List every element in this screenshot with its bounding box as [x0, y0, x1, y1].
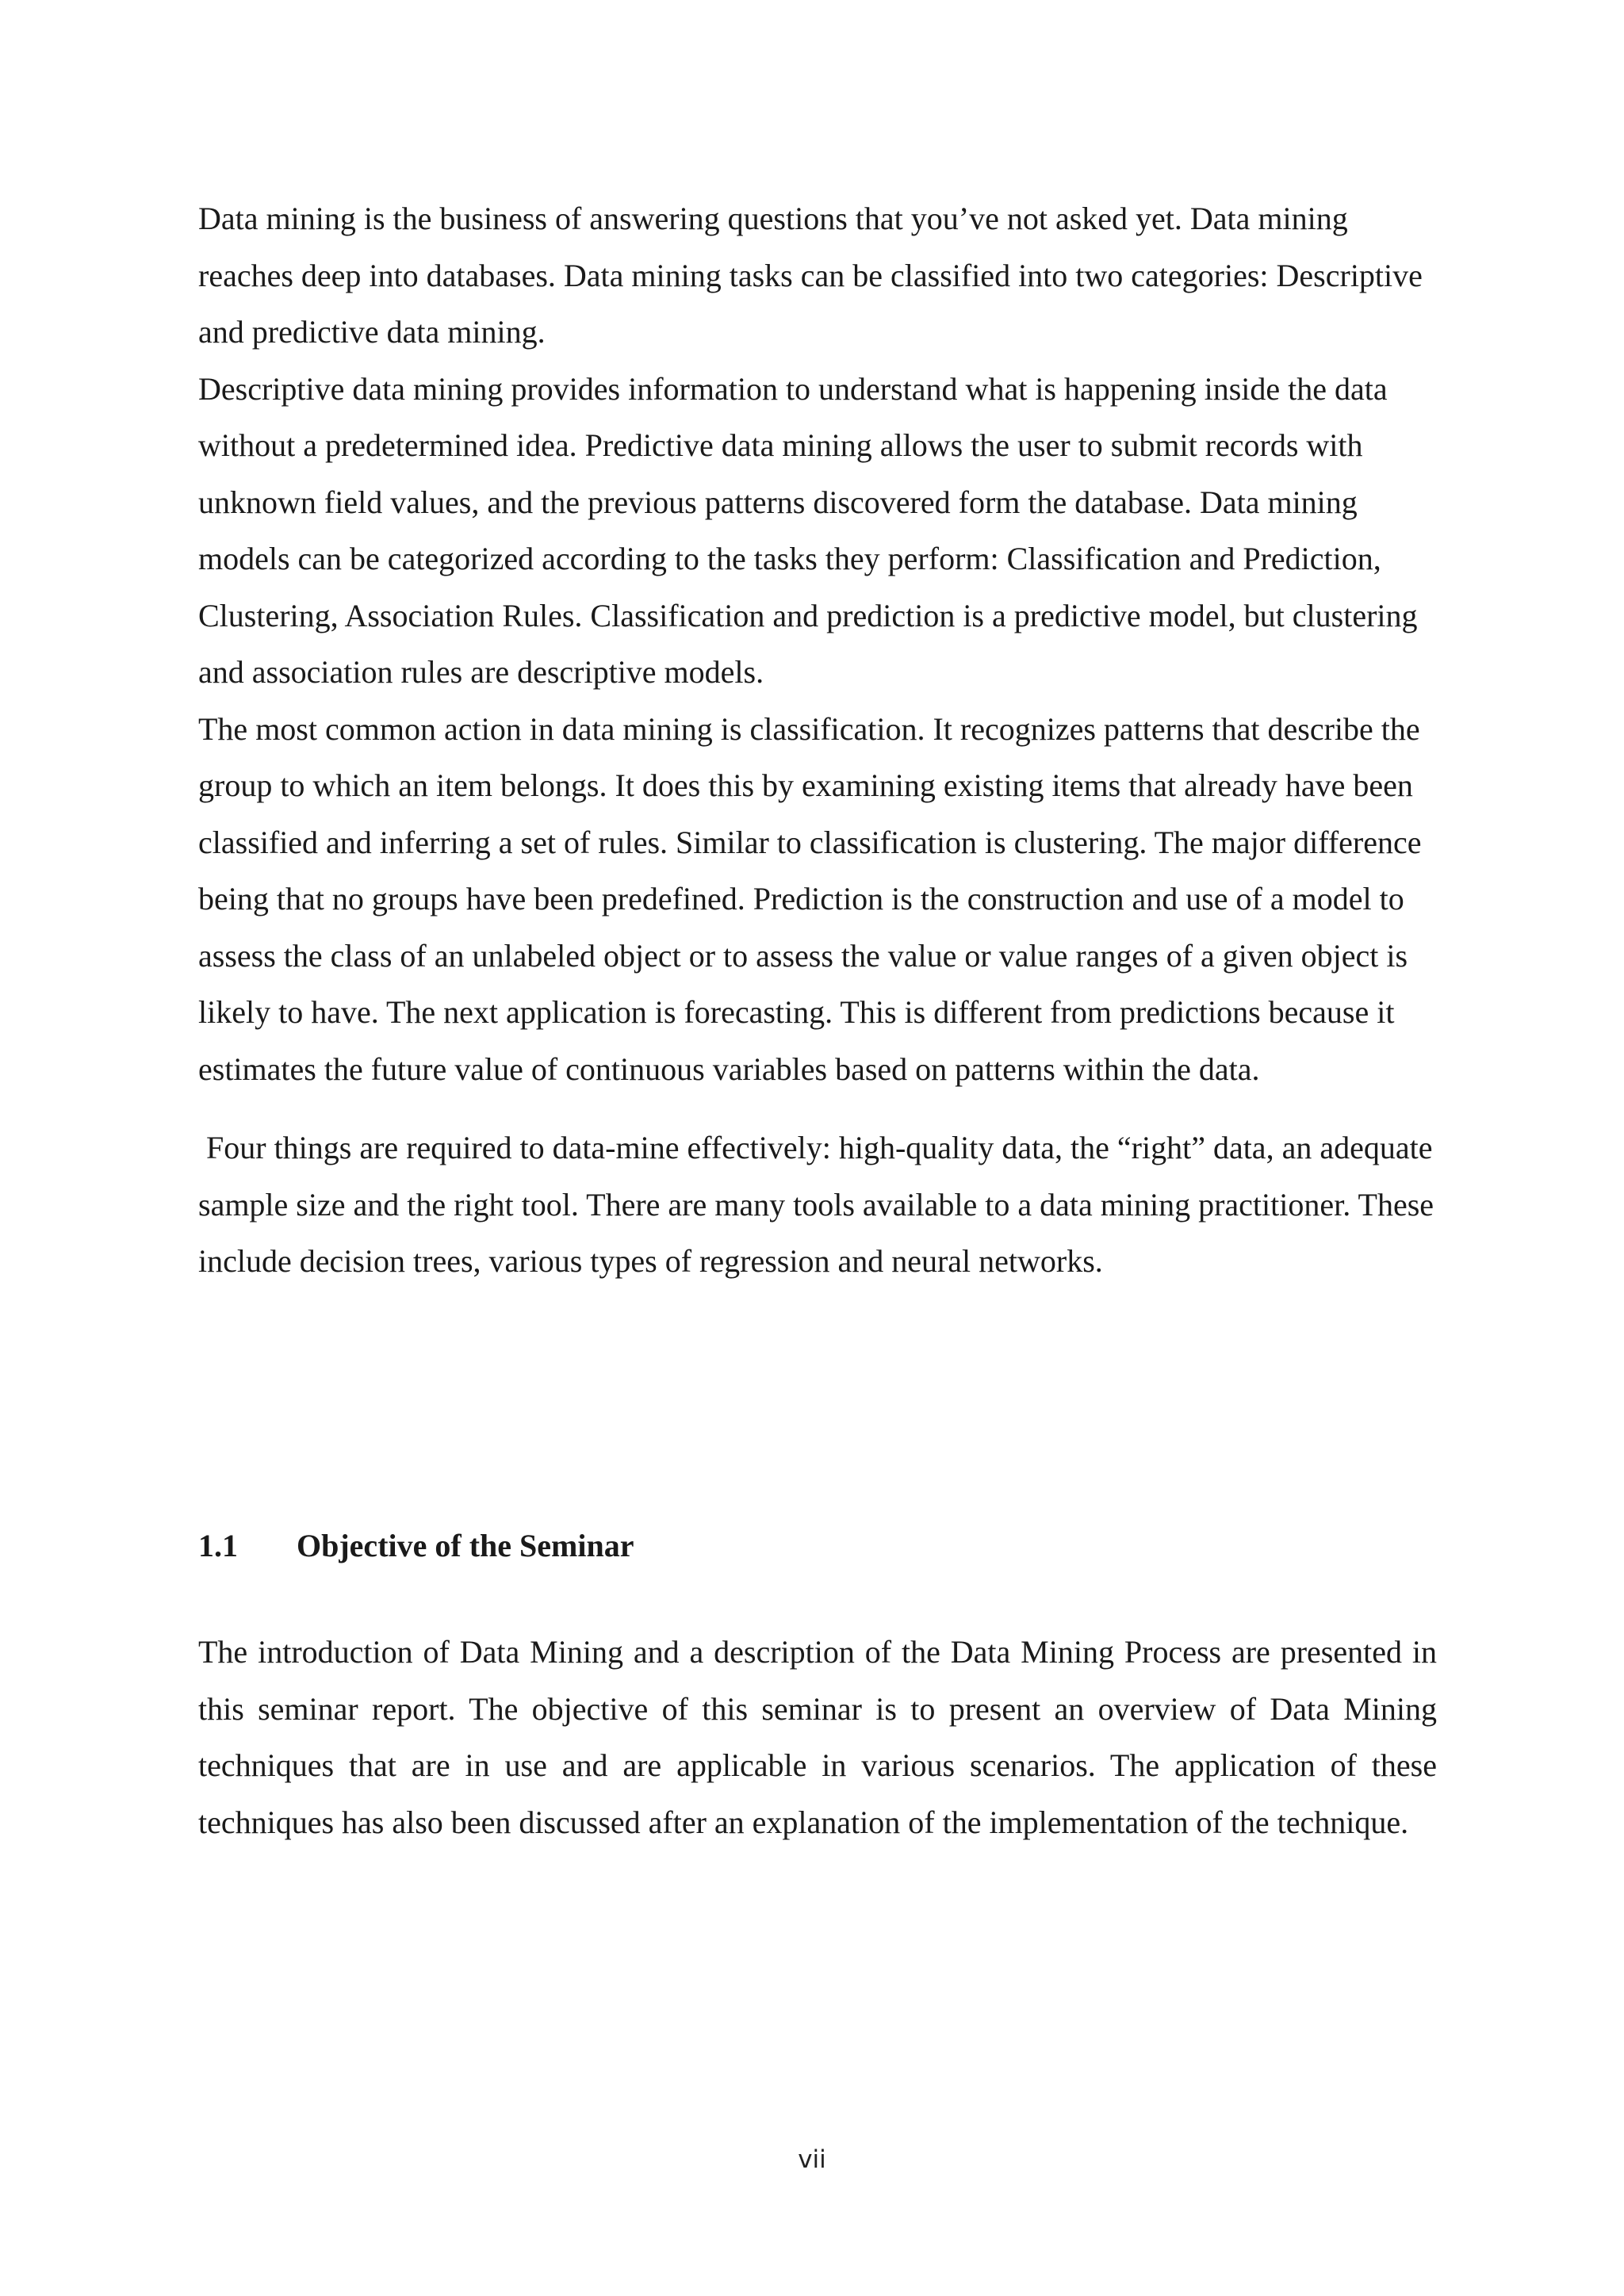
section-heading — [198, 1522, 1437, 1570]
page-number: vii — [798, 2145, 826, 2174]
intro-text — [198, 190, 1442, 1290]
section-number: 1.1 — [198, 1528, 238, 1563]
paragraph-classification: The most common action in data mining is classification. It recognizes patterns that describe the group to which an item belongs. It does this by examining existing items that already have been classified and inferring a set of rules. Similar to classification is clustering. The major difference being that no groups have been predefined. Prediction is the construction and use of a model to assess the class of an unlabeled object or to assess the value or value ranges of a given object is likely to have. The next application is forecasting. This is different from predictions because it estimates the future value of continuous variables based on patterns within the data. — [198, 710, 1422, 1087]
paragraph-descriptive-predictive: Descriptive data mining provides information to understand what is happening inside the data without a predetermined idea. Predictive data mining allows the user to submit records with unknown field values, and the previous patterns discovered form the database. Data mining models can be categorized according to the tasks they perform: Classification and Prediction, Clustering, Association Rules. Classification and prediction is a predictive model, but clustering and association rules are descriptive models. — [198, 370, 1418, 690]
paragraph-data-mining-definition: Data mining is the business of answering questions that you’ve not asked yet. Data mining reaches deep into databases. Data mining tasks can be classified into two categories: Descriptive and predictive data mining. — [198, 201, 1423, 350]
section-objective — [198, 1522, 1437, 1850]
section-title: Objective of the Seminar — [297, 1528, 634, 1563]
paragraph-requirements: Four things are required to data-mine effectively: high-quality data, the “right” data, an adequate sample size and the right tool. There are many tools available to a data mining practitioner. These include decision trees, various types of regression and neural networks. — [198, 1130, 1442, 1279]
paragraph-objective: The introduction of Data Mining and a description of the Data Mining Process are presented in this seminar report. The objective of this seminar is to present an overview of Data Mining techniques that are in use and are applicable in various scenarios. The application of these techniques has also been discussed after an explanation of the implementation of the technique. — [198, 1634, 1437, 1840]
